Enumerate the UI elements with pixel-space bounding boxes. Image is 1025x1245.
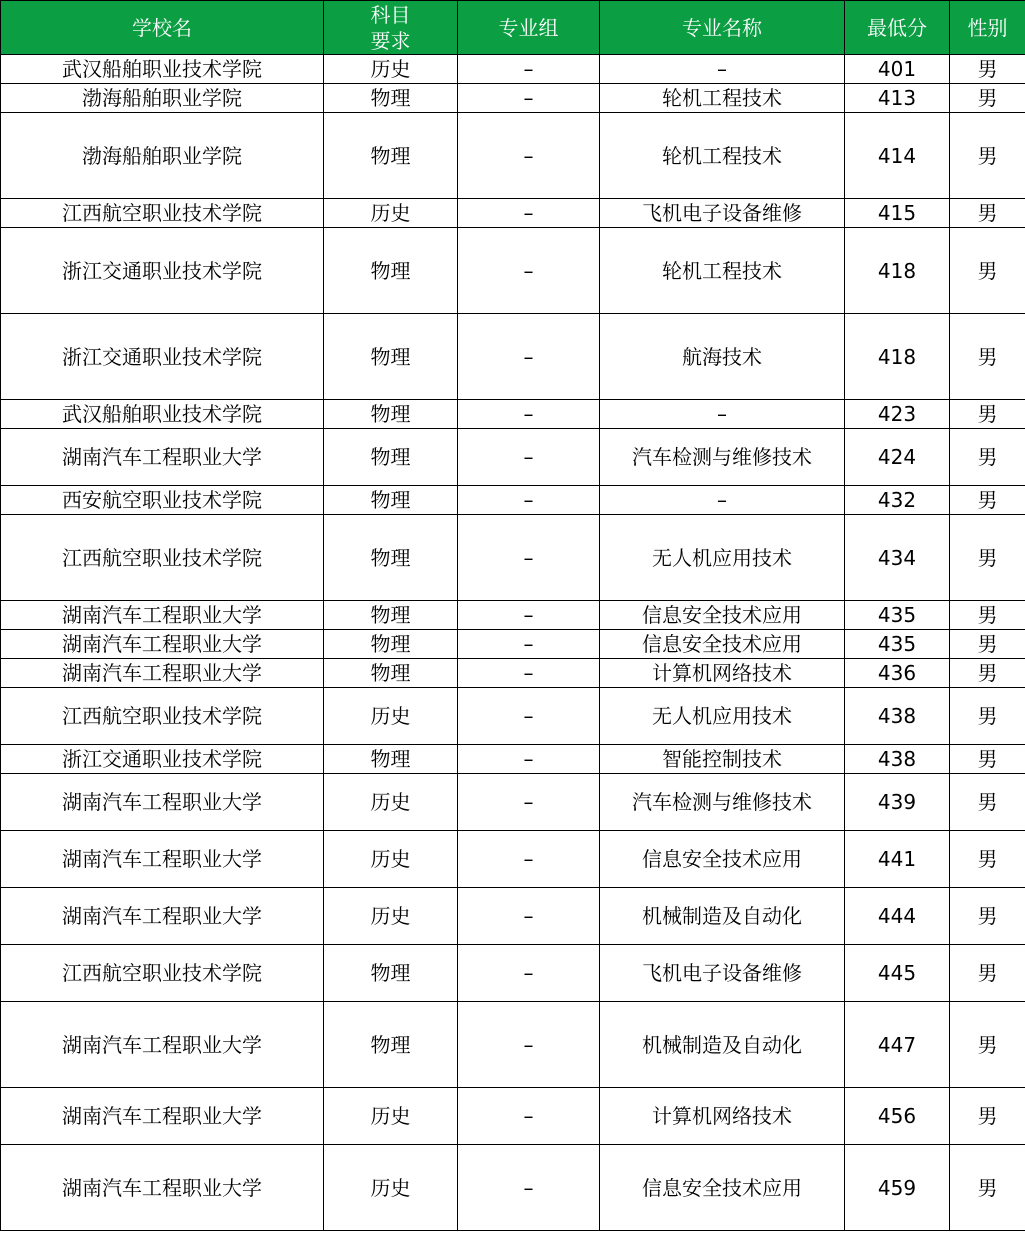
cell-subject: 历史 (324, 888, 458, 945)
cell-score: 415 (845, 199, 950, 228)
cell-major: 计算机网络技术 (600, 659, 845, 688)
table-row (1, 400, 1025, 429)
cell-subject: 物理 (324, 1002, 458, 1088)
header-min-score: 最低分 (845, 1, 950, 55)
header-subject-line1: 科目 (370, 2, 411, 27)
table-row (1, 515, 1025, 601)
table-row (1, 429, 1025, 486)
cell-gender: 男 (950, 888, 1025, 945)
cell-major: 无人机应用技术 (600, 688, 845, 745)
cell-subject: 历史 (324, 1145, 458, 1231)
cell-school: 江西航空职业技术学院 (1, 688, 324, 745)
table-row (1, 831, 1025, 888)
cell-major: 信息安全技术应用 (600, 831, 845, 888)
cell-major: 信息安全技术应用 (600, 601, 845, 630)
cell-subject: 历史 (324, 774, 458, 831)
cell-gender: 男 (950, 630, 1025, 659)
cell-group: – (458, 745, 600, 774)
cell-school: 浙江交通职业技术学院 (1, 314, 324, 400)
cell-gender: 男 (950, 486, 1025, 515)
cell-gender: 男 (950, 55, 1025, 84)
cell-group: – (458, 486, 600, 515)
cell-group: – (458, 113, 600, 199)
table-row (1, 84, 1025, 113)
cell-gender: 男 (950, 831, 1025, 888)
cell-group: – (458, 84, 600, 113)
cell-score: 435 (845, 630, 950, 659)
table-row (1, 199, 1025, 228)
table-row (1, 888, 1025, 945)
table-row (1, 630, 1025, 659)
cell-gender: 男 (950, 1002, 1025, 1088)
table-row (1, 1145, 1025, 1231)
cell-school: 湖南汽车工程职业大学 (1, 601, 324, 630)
cell-major: 轮机工程技术 (600, 228, 845, 314)
cell-group: – (458, 429, 600, 486)
cell-group: – (458, 400, 600, 429)
cell-group: – (458, 888, 600, 945)
cell-group: – (458, 688, 600, 745)
cell-major: 飞机电子设备维修 (600, 945, 845, 1002)
cell-subject: 历史 (324, 831, 458, 888)
cell-group: – (458, 314, 600, 400)
cell-group: – (458, 945, 600, 1002)
cell-major: – (600, 55, 845, 84)
cell-gender: 男 (950, 745, 1025, 774)
cell-major: 航海技术 (600, 314, 845, 400)
cell-score: 438 (845, 688, 950, 745)
cell-gender: 男 (950, 774, 1025, 831)
cell-school: 江西航空职业技术学院 (1, 945, 324, 1002)
cell-subject: 物理 (324, 745, 458, 774)
cell-major: – (600, 400, 845, 429)
cell-group: – (458, 55, 600, 84)
cell-gender: 男 (950, 429, 1025, 486)
cell-major: 信息安全技术应用 (600, 630, 845, 659)
cell-school: 湖南汽车工程职业大学 (1, 831, 324, 888)
cell-school: 湖南汽车工程职业大学 (1, 774, 324, 831)
header-major-group: 专业组 (458, 1, 600, 55)
cell-group: – (458, 831, 600, 888)
cell-gender: 男 (950, 400, 1025, 429)
cell-major: 无人机应用技术 (600, 515, 845, 601)
cell-group: – (458, 1088, 600, 1145)
cell-major: 智能控制技术 (600, 745, 845, 774)
table-row (1, 228, 1025, 314)
cell-score: 418 (845, 314, 950, 400)
cell-school: 湖南汽车工程职业大学 (1, 429, 324, 486)
cell-score: 401 (845, 55, 950, 84)
cell-gender: 男 (950, 515, 1025, 601)
cell-subject: 历史 (324, 1088, 458, 1145)
cell-subject: 物理 (324, 113, 458, 199)
table-row (1, 1088, 1025, 1145)
cell-group: – (458, 515, 600, 601)
cell-major: 轮机工程技术 (600, 113, 845, 199)
table-row (1, 1002, 1025, 1088)
table-row (1, 688, 1025, 745)
cell-major: 机械制造及自动化 (600, 888, 845, 945)
cell-school: 西安航空职业技术学院 (1, 486, 324, 515)
table-header-row (1, 1, 1025, 55)
cell-school: 渤海船舶职业学院 (1, 113, 324, 199)
cell-gender: 男 (950, 1145, 1025, 1231)
cell-group: – (458, 199, 600, 228)
cell-school: 江西航空职业技术学院 (1, 199, 324, 228)
cell-score: 423 (845, 400, 950, 429)
cell-score: 438 (845, 745, 950, 774)
cell-score: 439 (845, 774, 950, 831)
cell-subject: 物理 (324, 429, 458, 486)
cell-subject: 历史 (324, 688, 458, 745)
cell-subject: 物理 (324, 601, 458, 630)
cell-gender: 男 (950, 314, 1025, 400)
cell-score: 413 (845, 84, 950, 113)
cell-gender: 男 (950, 688, 1025, 745)
cell-subject: 物理 (324, 659, 458, 688)
cell-subject: 物理 (324, 314, 458, 400)
cell-score: 434 (845, 515, 950, 601)
cell-subject: 物理 (324, 630, 458, 659)
cell-group: – (458, 1145, 600, 1231)
cell-school: 湖南汽车工程职业大学 (1, 630, 324, 659)
cell-gender: 男 (950, 199, 1025, 228)
cell-major: – (600, 486, 845, 515)
cell-subject: 历史 (324, 55, 458, 84)
cell-score: 456 (845, 1088, 950, 1145)
cell-major: 计算机网络技术 (600, 1088, 845, 1145)
cell-school: 浙江交通职业技术学院 (1, 745, 324, 774)
cell-school: 湖南汽车工程职业大学 (1, 1088, 324, 1145)
table-row (1, 659, 1025, 688)
cell-gender: 男 (950, 945, 1025, 1002)
cell-gender: 男 (950, 1088, 1025, 1145)
cell-subject: 物理 (324, 486, 458, 515)
table-row (1, 745, 1025, 774)
cell-school: 武汉船舶职业技术学院 (1, 55, 324, 84)
cell-group: – (458, 1002, 600, 1088)
cell-subject: 物理 (324, 515, 458, 601)
cell-major: 机械制造及自动化 (600, 1002, 845, 1088)
header-major-name: 专业名称 (600, 1, 845, 55)
cell-group: – (458, 774, 600, 831)
cell-major: 信息安全技术应用 (600, 1145, 845, 1231)
cell-subject: 历史 (324, 199, 458, 228)
header-subject-requirement (324, 1, 458, 55)
cell-group: – (458, 630, 600, 659)
table-row (1, 113, 1025, 199)
cell-group: – (458, 659, 600, 688)
cell-school: 湖南汽车工程职业大学 (1, 888, 324, 945)
cell-score: 418 (845, 228, 950, 314)
cell-subject: 物理 (324, 400, 458, 429)
header-gender: 性别 (950, 1, 1025, 55)
cell-major: 汽车检测与维修技术 (600, 429, 845, 486)
cell-school: 武汉船舶职业技术学院 (1, 400, 324, 429)
cell-gender: 男 (950, 601, 1025, 630)
cell-subject: 物理 (324, 84, 458, 113)
table-row (1, 314, 1025, 400)
table-row (1, 774, 1025, 831)
cell-score: 445 (845, 945, 950, 1002)
cell-gender: 男 (950, 84, 1025, 113)
cell-major: 汽车检测与维修技术 (600, 774, 845, 831)
cell-school: 湖南汽车工程职业大学 (1, 659, 324, 688)
header-subject-line2: 要求 (370, 28, 411, 53)
cell-score: 444 (845, 888, 950, 945)
cell-score: 414 (845, 113, 950, 199)
cell-group: – (458, 601, 600, 630)
cell-subject: 物理 (324, 945, 458, 1002)
cell-score: 435 (845, 601, 950, 630)
cell-gender: 男 (950, 113, 1025, 199)
cell-score: 441 (845, 831, 950, 888)
cell-subject: 物理 (324, 228, 458, 314)
table-row (1, 601, 1025, 630)
cell-gender: 男 (950, 659, 1025, 688)
cell-score: 459 (845, 1145, 950, 1231)
cell-score: 436 (845, 659, 950, 688)
cell-school: 湖南汽车工程职业大学 (1, 1002, 324, 1088)
cell-major: 轮机工程技术 (600, 84, 845, 113)
cell-school: 渤海船舶职业学院 (1, 84, 324, 113)
cell-school: 江西航空职业技术学院 (1, 515, 324, 601)
table-row (1, 945, 1025, 1002)
table-row (1, 55, 1025, 84)
cell-school: 浙江交通职业技术学院 (1, 228, 324, 314)
cell-score: 424 (845, 429, 950, 486)
table-row (1, 486, 1025, 515)
header-school-name: 学校名 (1, 1, 324, 55)
cell-major: 飞机电子设备维修 (600, 199, 845, 228)
cell-score: 447 (845, 1002, 950, 1088)
cell-group: – (458, 228, 600, 314)
cell-school: 湖南汽车工程职业大学 (1, 1145, 324, 1231)
cell-score: 432 (845, 486, 950, 515)
cell-gender: 男 (950, 228, 1025, 314)
